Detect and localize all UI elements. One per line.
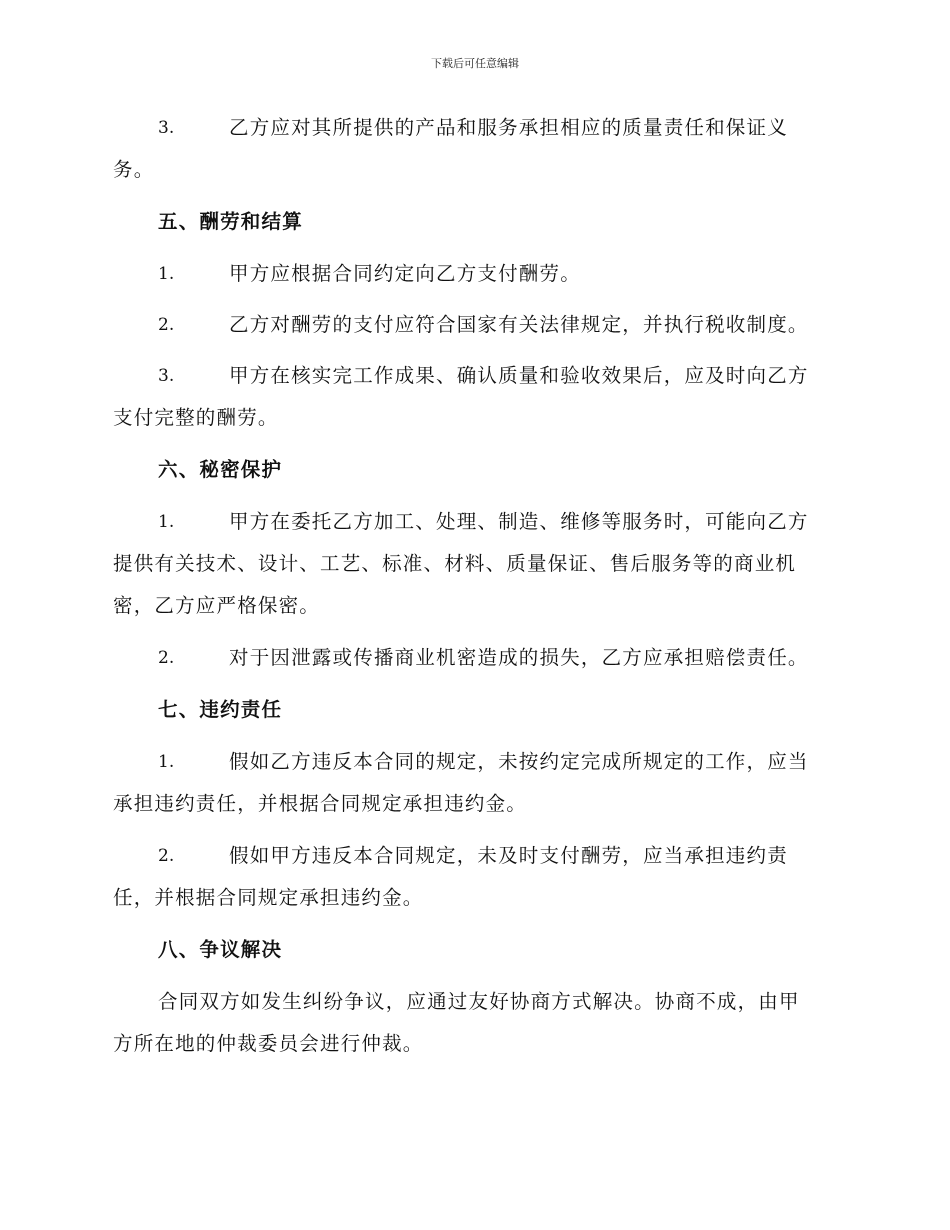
clause-number: 1. bbox=[158, 752, 175, 772]
clause-text: 提供有关技术、设计、工艺、标准、材料、质量保证、售后服务等的商业机 bbox=[113, 552, 797, 575]
section-title: 八、争议解决 bbox=[158, 938, 283, 961]
clause-text: 承担违约责任，并根据合同规定承担违约金。 bbox=[113, 792, 528, 815]
clause-number: 3. bbox=[158, 366, 175, 386]
clause-number: 2. bbox=[158, 315, 175, 335]
clause-text: 假如甲方违反本合同规定，未及时支付酬劳，应当承担违约责 bbox=[229, 844, 788, 867]
clause-text: 对于因泄露或传播商业机密造成的损失，乙方应承担赔偿责任。 bbox=[229, 646, 809, 669]
clause-text: 任，并根据合同规定承担违约金。 bbox=[113, 886, 424, 909]
clause-number: 1. bbox=[158, 264, 175, 284]
clause-number: 2. bbox=[158, 846, 175, 866]
paragraph-text: 方所在地的仲裁委员会进行仲裁。 bbox=[113, 1032, 424, 1055]
clause-text: 甲方应根据合同约定向乙方支付酬劳。 bbox=[229, 262, 581, 285]
clause-text: 甲方在委托乙方加工、处理、制造、维修等服务时，可能向乙方 bbox=[229, 510, 809, 533]
clause-number: 3. bbox=[158, 118, 175, 138]
paragraph-text: 合同双方如发生纠纷争议，应通过友好协商方式解决。协商不成，由甲 bbox=[158, 990, 800, 1013]
clause-text: 支付完整的酬劳。 bbox=[113, 406, 279, 429]
clause-text: 甲方在核实完工作成果、确认质量和验收效果后，应及时向乙方 bbox=[229, 364, 809, 387]
clause-text: 乙方应对其所提供的产品和服务承担相应的质量责任和保证义 bbox=[229, 116, 788, 139]
clause-number: 2. bbox=[158, 648, 175, 668]
clause-text: 密，乙方应严格保密。 bbox=[113, 594, 321, 617]
clause-text: 务。 bbox=[113, 158, 155, 181]
section-title: 六、秘密保护 bbox=[158, 458, 283, 481]
clause-text: 乙方对酬劳的支付应符合国家有关法律规定，并执行税收制度。 bbox=[229, 313, 809, 336]
clause-text: 假如乙方违反本合同的规定，未按约定完成所规定的工作，应当 bbox=[229, 750, 809, 773]
clause-number: 1. bbox=[158, 512, 175, 532]
section-title: 七、违约责任 bbox=[158, 698, 283, 721]
page-header-note: 下载后可任意编辑 bbox=[431, 57, 519, 70]
section-title: 五、酬劳和结算 bbox=[158, 210, 303, 233]
